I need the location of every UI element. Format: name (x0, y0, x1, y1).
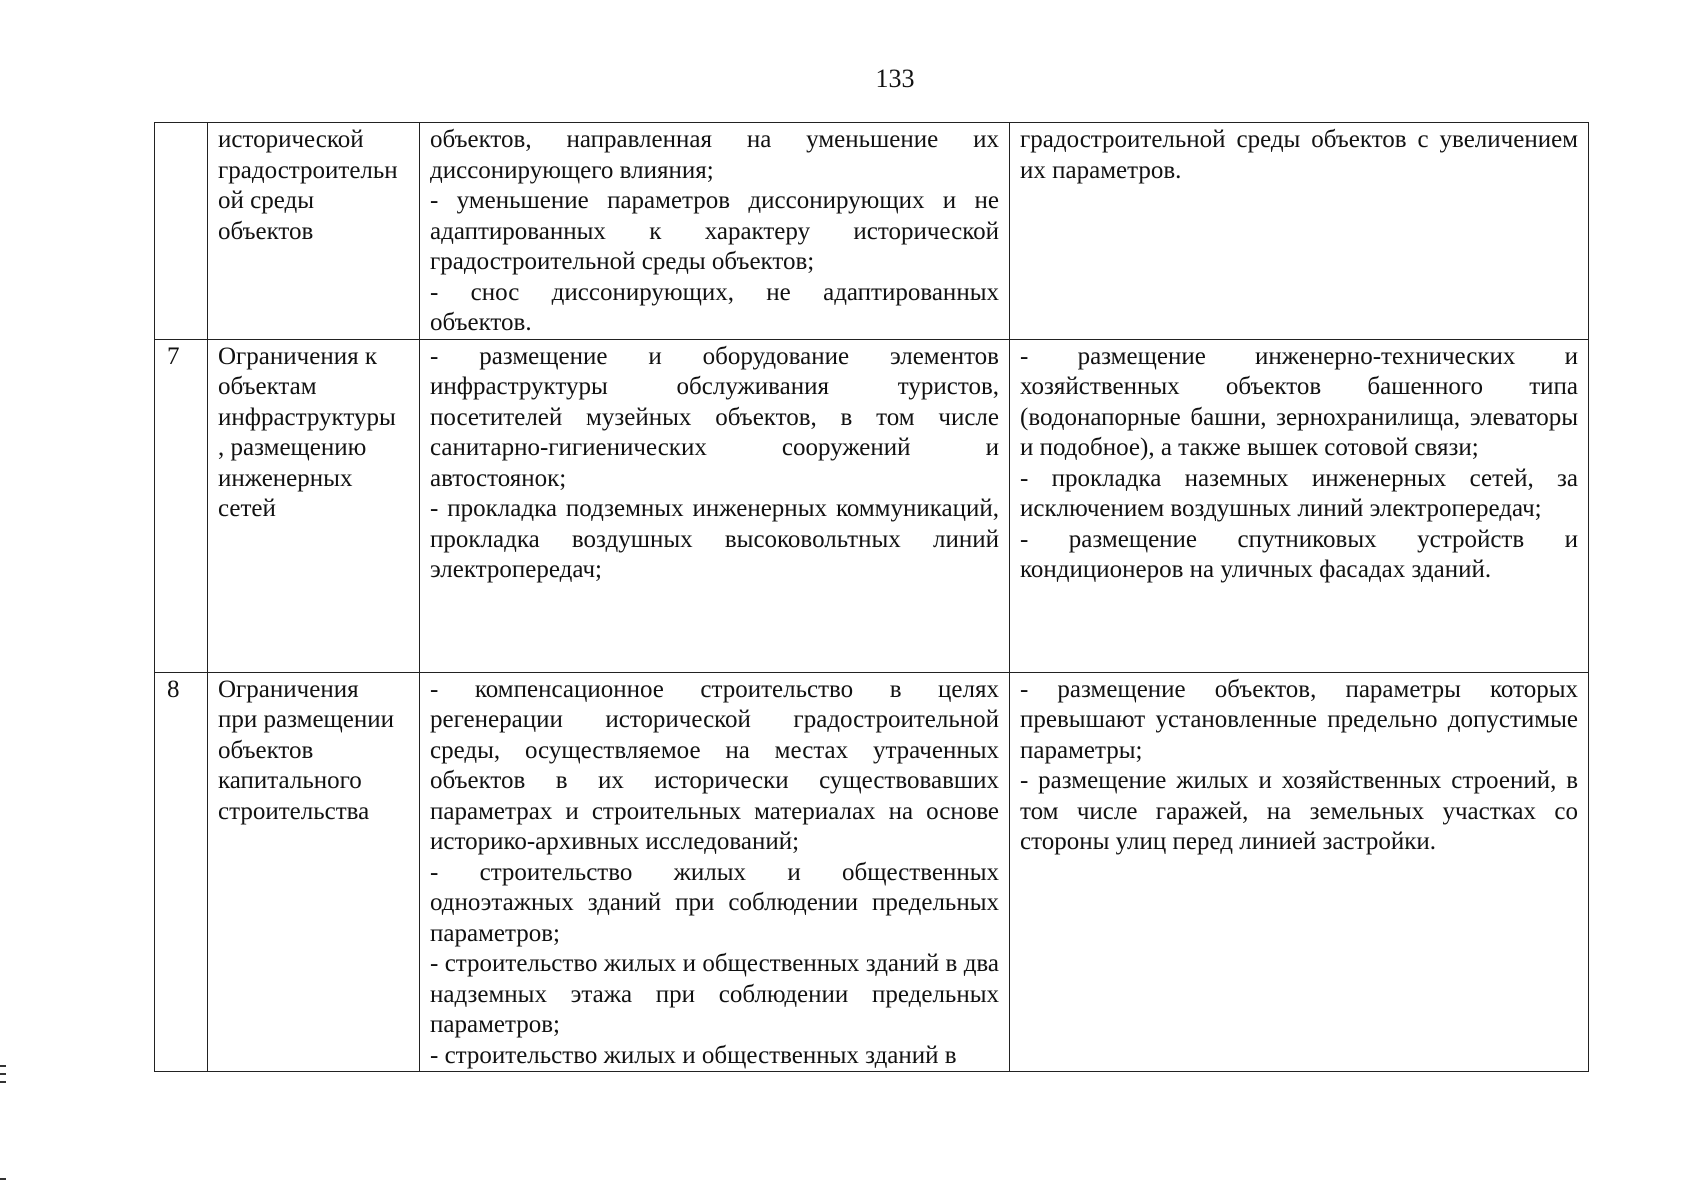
restriction-name-line: ой среды (218, 187, 315, 214)
restriction-name-line: инфраструктуры (218, 403, 396, 431)
restriction-name-line: при размещении (218, 706, 395, 733)
allowed-measure-item: объектов, направленная на уменьшение их диссонирующего влияния; (430, 126, 999, 184)
restriction-name-line: градостроительн (218, 156, 398, 184)
allowed-measure-item: - снос диссонирующих, не адаптированных объектов. (430, 278, 999, 336)
prohibited-measure-item: - размещение спутниковых устройств и кондиционеров на уличных фасадах зданий. (1020, 525, 1578, 583)
table-row (155, 339, 1589, 672)
restriction-name-line: Ограничения (218, 675, 359, 703)
restriction-name-line: объектам (218, 373, 317, 400)
table-row (155, 672, 1589, 1072)
table-body (155, 123, 1589, 1072)
allowed-measure-item: - уменьшение параметров диссонирующих и не адаптированных к характеру исторической градостроительной среды объектов; (430, 187, 999, 275)
restriction-name-cell (208, 339, 420, 672)
prohibited-measure-item: - размещение жилых и хозяйственных строений, в том числе гаражей, на земельных участках со стороны улиц перед линией застройки. (1020, 767, 1578, 855)
restriction-name-cell (208, 123, 420, 340)
prohibited-measures-cell (1010, 123, 1589, 340)
restriction-name-line: , размещению (218, 434, 367, 461)
allowed-measure-item: - компенсационное строительство в целях регенерации исторической градостроительной среды, осуществляемое на местах утраченных объектов в их исторически существовавших параметрах и строительных материалах на основе историко-архивных исследований; (430, 675, 999, 855)
allowed-measure-item: - размещение и оборудование элементов инфраструктуры обслуживания туристов, посетителей музейных объектов, в том числе санитарно-гигиенических сооружений и автостоянок; (430, 342, 999, 492)
row-number-cell: 7 (155, 339, 208, 672)
allowed-measure-item: - строительство жилых и общественных зданий в (430, 1041, 957, 1069)
row-number-cell (155, 123, 208, 340)
restriction-name-cell (208, 672, 420, 1072)
prohibited-measures-cell (1010, 339, 1589, 672)
margin-tick-marks (0, 1065, 6, 1089)
allowed-measure-item: - прокладка подземных инженерных коммуникаций, прокладка воздушных высоковольтных линий электропередач; (430, 495, 999, 583)
restriction-name-line: сетей (218, 495, 276, 522)
restriction-name-line: строительства (218, 797, 370, 825)
prohibited-measure-item: градостроительной среды объектов с увеличением их параметров. (1020, 126, 1578, 184)
allowed-measure-item: - строительство жилых и общественных одноэтажных зданий при соблюдении предельных параметров; (430, 858, 999, 947)
prohibited-measure-item: - прокладка наземных инженерных сетей, за исключением воздушных линий электропередач; (1020, 464, 1578, 522)
allowed-measures-cell (420, 672, 1010, 1072)
page-number: 133 (875, 64, 915, 93)
restrictions-table (154, 122, 1589, 1072)
restriction-name-line: Ограничения к (218, 342, 377, 370)
allowed-measures-cell (420, 123, 1010, 340)
margin-dash-mark (0, 1178, 6, 1180)
table-row (155, 123, 1589, 340)
restriction-name-line: объектов (218, 736, 314, 764)
restriction-name-line: объектов (218, 217, 314, 245)
prohibited-measure-item: - размещение объектов, параметры которых превышают установленные предельно допустимые параметры; (1020, 675, 1578, 764)
restriction-name-line: инженерных (218, 464, 353, 492)
allowed-measures-cell (420, 339, 1010, 672)
row-number-cell: 8 (155, 672, 208, 1072)
allowed-measure-item: - строительство жилых и общественных зданий в два надземных этажа при соблюдении предельных параметров; (430, 950, 999, 1038)
prohibited-measures-cell (1010, 672, 1589, 1072)
restriction-name-line: исторической (218, 126, 364, 153)
prohibited-measure-item: - размещение инженерно-технических и хозяйственных объектов башенного типа (водонапорные башни, зернохранилища, элеваторы и подобное), а также вышек сотовой связи; (1020, 342, 1578, 461)
restriction-name-line: капитального (218, 767, 362, 794)
